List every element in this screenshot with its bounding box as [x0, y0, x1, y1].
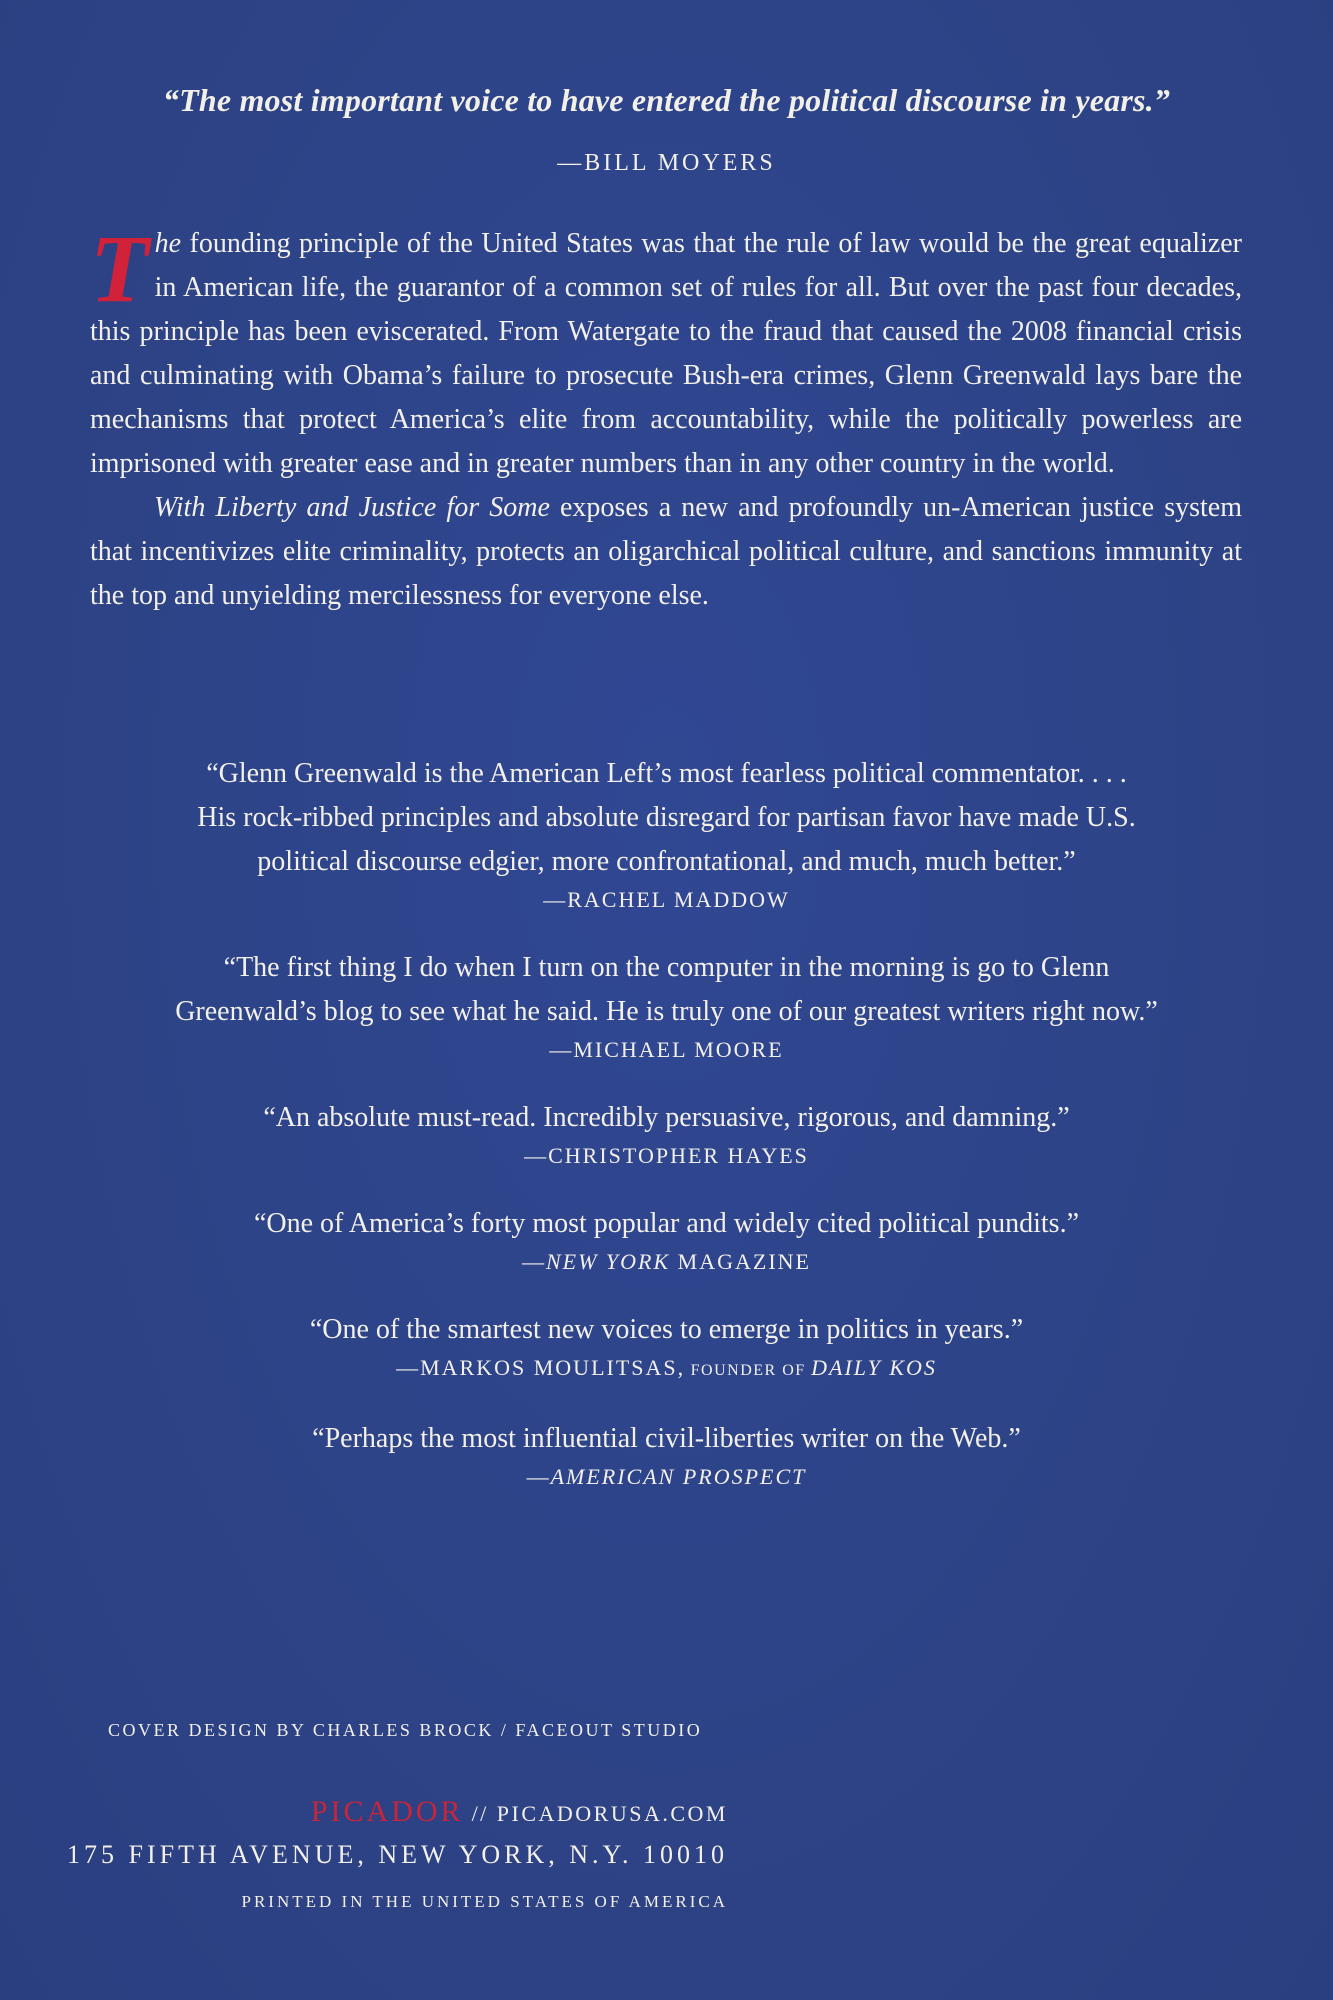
blurb-attribution — [70, 1461, 1263, 1493]
blurb-line: “The first thing I do when I turn on the computer in the morning is go to Glenn — [223, 952, 1110, 983]
synopsis — [90, 215, 1242, 618]
synopsis-paragraph-1 — [90, 215, 1242, 486]
blurb-attribution: —MICHAEL MOORE — [549, 1037, 784, 1062]
blurb — [70, 1096, 1263, 1172]
attribution-suffix: MAGAZINE — [670, 1249, 811, 1274]
attribution-dash: — — [526, 1464, 551, 1489]
blurb-attribution — [70, 1246, 1263, 1278]
lead-italic-text: he — [154, 228, 182, 259]
attribution-publication: AMERICAN PROSPECT — [550, 1464, 807, 1489]
blurb — [70, 1202, 1263, 1278]
blurb — [70, 946, 1263, 1066]
publisher-line — [0, 1795, 728, 1829]
blurb-line: His rock-ribbed principles and absolute disregard for partisan favor have made U.S. — [197, 802, 1136, 833]
blurb-line: “One of America’s forty most popular and widely cited political pundits.” — [253, 1208, 1079, 1239]
attribution-role: FOUNDER OF — [685, 1362, 812, 1379]
blurbs-list — [70, 752, 1263, 1523]
blurb-line: political discourse edgier, more confrontational, and much, much better.” — [257, 846, 1076, 877]
blurb-line: “Perhaps the most influential civil-liberties writer on the Web.” — [312, 1423, 1021, 1454]
featured-quote-attribution: —BILL MOYERS — [557, 150, 776, 176]
synopsis-paragraph-2-text: exposes a new and profoundly un-American justice system that incentivizes elite criminality, protects an oligarchical political culture, and sanctions immunity at the top and unyielding mercilessness for everyone else. — [90, 492, 1242, 611]
blurb — [70, 752, 1263, 916]
blurb-attribution: —CHRISTOPHER HAYES — [524, 1143, 809, 1168]
attribution-publication: DAILY KOS — [811, 1355, 937, 1380]
blurb-attribution: —RACHEL MADDOW — [543, 887, 790, 912]
publisher-website: // PICADORUSA.COM — [463, 1801, 728, 1826]
publisher-address: 175 FIFTH AVENUE, NEW YORK, N.Y. 10010 — [67, 1840, 728, 1869]
publisher-logo: PICADOR — [310, 1795, 464, 1828]
blurb-line: “Glenn Greenwald is the American Left’s most fearless political commentator. . . . — [206, 758, 1127, 789]
blurb — [70, 1308, 1263, 1387]
synopsis-paragraph-2 — [90, 486, 1242, 618]
blurb-line: “An absolute must-read. Incredibly persuasive, rigorous, and damning.” — [263, 1102, 1070, 1133]
attribution-dash: — — [521, 1249, 546, 1274]
featured-quote: “The most important voice to have entered the political discourse in years.” — [162, 82, 1171, 118]
blurb — [70, 1417, 1263, 1493]
blurb-line: “One of the smartest new voices to emerge in politics in years.” — [309, 1314, 1024, 1345]
attribution-publication: NEW YORK — [545, 1249, 671, 1274]
blurb-line: Greenwald’s blog to see what he said. He is truly one of our greatest writers right now.” — [175, 996, 1158, 1027]
book-title-italic: With Liberty and Justice for Some — [154, 492, 550, 523]
cover-design-credit: COVER DESIGN BY CHARLES BROCK / FACEOUT STUDIO — [108, 1720, 703, 1740]
printed-in-notice: PRINTED IN THE UNITED STATES OF AMERICA — [241, 1892, 728, 1911]
drop-cap: T — [90, 215, 149, 322]
blurb-attribution — [70, 1352, 1263, 1387]
attribution-name: —MARKOS MOULITSAS, — [396, 1355, 686, 1380]
synopsis-paragraph-1-text: founding principle of the United States was that the rule of law would be the great equalizer in American life, the guarantor of a common set of rules for all. But over the past four decades, this principle has been eviscerated. From Watergate to the fraud that caused the 2008 financial crisis and culminating with Obama’s failure to prosecute Bush-era crimes, Glenn Greenwald lays bare the mechanisms that protect America’s elite from accountability, while the politically powerless are imprisoned with greater ease and in greater numbers than in any other country in the world. — [90, 228, 1242, 479]
